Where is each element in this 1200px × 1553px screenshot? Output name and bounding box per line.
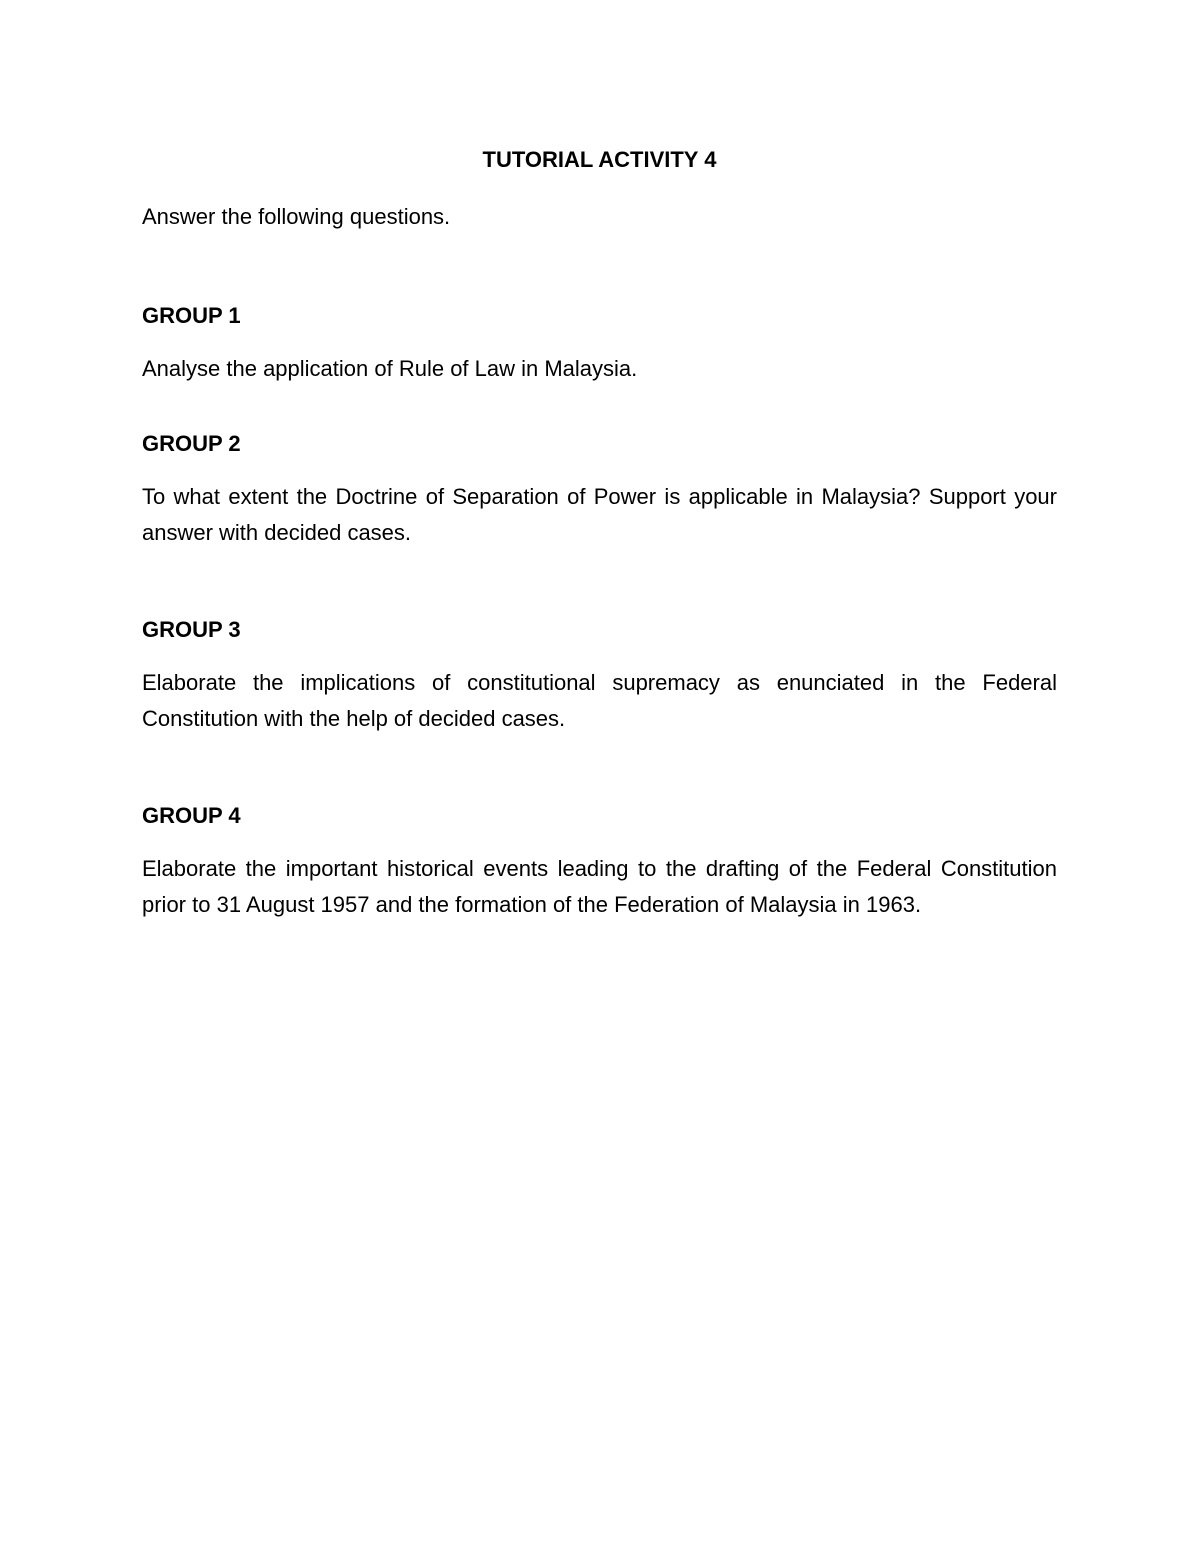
group-3-question: Elaborate the implications of constitutional supremacy as enunciated in the Federal Constitution with the help of decided cases.: [142, 670, 1057, 731]
group-2-question: To what extent the Doctrine of Separation of Power is applicable in Malaysia? Support your answer with decided cases.: [142, 484, 1057, 545]
document-content: [142, 145, 1057, 923]
group-1-question: Analyse the application of Rule of Law in Malaysia.: [142, 356, 638, 381]
group-2-section: [142, 429, 1057, 551]
group-2-heading: GROUP 2: [142, 431, 241, 456]
instruction-text: Answer the following questions.: [142, 204, 451, 229]
group-3-section: [142, 615, 1057, 737]
group-1-section: [142, 301, 1057, 387]
group-3-heading: GROUP 3: [142, 617, 241, 642]
group-1-heading: GROUP 1: [142, 303, 241, 328]
document-title: TUTORIAL ACTIVITY 4: [482, 147, 717, 172]
group-4-question: Elaborate the important historical events leading to the drafting of the Federal Constitution prior to 31 August 1957 and the formation of the Federation of Malaysia in 1963.: [142, 856, 1057, 917]
group-4-heading: GROUP 4: [142, 803, 241, 828]
group-4-section: [142, 801, 1057, 923]
